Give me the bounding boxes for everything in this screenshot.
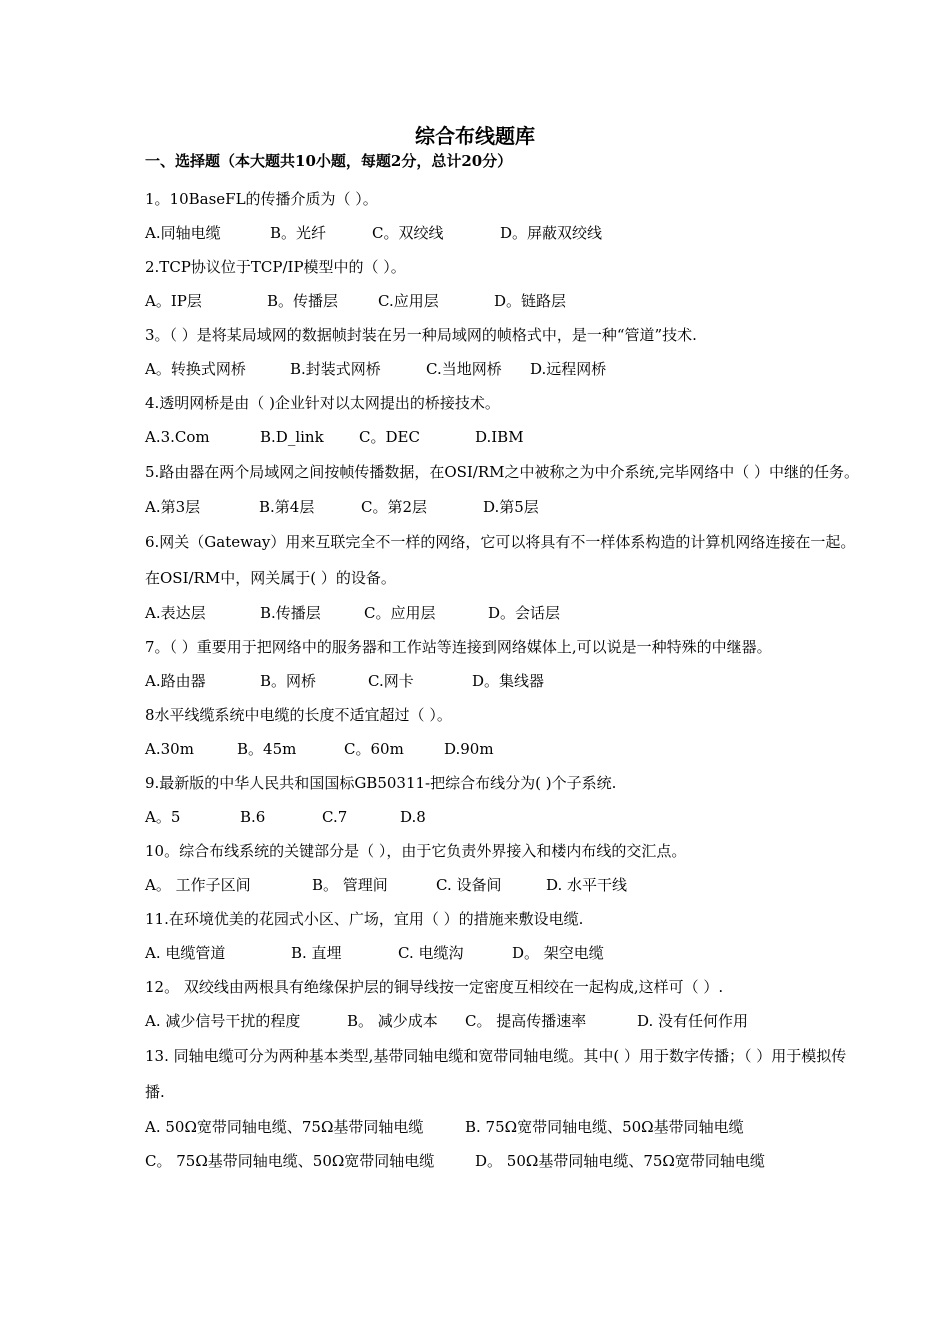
option: B.封装式网桥 [290,360,381,378]
option: B. 75Ω宽带同轴电缆、50Ω基带同轴电缆 [465,1118,744,1136]
option: D. 没有任何作用 [637,1012,749,1030]
question-text: 11.在环境优美的花园式小区、广场，宜用（ ）的措施来敷设电缆. [145,910,584,928]
option: C。 75Ω基带同轴电缆、50Ω宽带同轴电缆 [145,1152,435,1170]
option-row [145,1110,865,1144]
option: C。应用层 [364,604,436,622]
option-row [145,1144,865,1178]
option: A.表达层 [145,604,206,622]
option: A. 电缆管道 [145,944,226,962]
option: D. 水平干线 [546,876,628,894]
question-text: 2.TCP协议位于TCP/IP模型中的（ ）。 [145,258,406,276]
option: B。 管理间 [312,876,388,894]
option-row [145,352,865,386]
option: D.第5层 [483,498,539,516]
option: C。第2层 [361,498,428,516]
option: B。网桥 [260,672,317,690]
option-row [145,664,865,698]
option: D。 50Ω基带同轴电缆、75Ω宽带同轴电缆 [475,1152,765,1170]
option: A. 50Ω宽带同轴电缆、75Ω基带同轴电缆 [145,1118,424,1136]
option: C.网卡 [368,672,414,690]
option: D.8 [400,808,426,826]
option-row [145,1004,865,1038]
question-text: 9.最新版的中华人民共和国国标GB50311-把综合布线分为( )个子系统. [145,774,617,792]
option: C. 设备间 [436,876,502,894]
option: D。屏蔽双绞线 [500,224,603,242]
option-row [145,420,865,454]
option: C.7 [322,808,348,826]
option: C。 提高传播速率 [465,1012,587,1030]
option: B.D_link [260,428,324,446]
option: D.IBM [475,428,524,446]
option: D。 架空电缆 [512,944,604,962]
option-row [145,216,865,250]
option: B. 直埋 [291,944,342,962]
question-text: 13. 同轴电缆可分为两种基本类型,基带同轴电缆和宽带同轴电缆。其中( ）用于数字传播；（ ）用于模拟传播. [145,1047,847,1101]
question-text: 3。（ ）是将某局域网的数据帧封装在另一种局域网的帧格式中，是一种“管道”技术. [145,326,697,344]
section-heading: 一、选择题（本大题共10小题，每题2分，总计20分） [145,152,513,170]
option: C。DEC [359,428,420,446]
option: A。转换式网桥 [145,360,246,378]
option: C。双绞线 [372,224,444,242]
option: A.3.Com [145,428,210,446]
option: B。传播层 [267,292,339,310]
option: D。集线器 [472,672,545,690]
question-text: 8水平线缆系统中电缆的长度不适宜超过（ ）。 [145,706,452,724]
option: A.30m [145,740,194,758]
question-text: 6.网关（Gateway）用来互联完全不一样的网络，它可以将具有不一样体系构造的计算机网络连接在一起。在OSI/RM中，网关属于( ）的设备。 [145,533,856,587]
option-row [145,936,865,970]
option: D。链路层 [494,292,567,310]
option-row [145,284,865,318]
option: B。光纤 [270,224,327,242]
option: C. 电缆沟 [398,944,464,962]
option-row [145,800,865,834]
option: C.当地网桥 [426,360,502,378]
option: A.同轴电缆 [145,224,221,242]
question-text: 12。 双绞线由两根具有绝缘保护层的铜导线按一定密度互相绞在一起构成,这样可（ ）. [145,978,724,996]
option: B.传播层 [260,604,321,622]
option: B。 减少成本 [347,1012,438,1030]
option: B.第4层 [259,498,315,516]
option-row [145,732,865,766]
option: B.6 [240,808,266,826]
option: A.路由器 [145,672,206,690]
option: D.90m [444,740,494,758]
option-row [145,490,865,524]
question-text: 1。10BaseFL的传播介质为（ ）。 [145,190,378,208]
question-text: 4.透明网桥是由（ )企业针对以太网提出的桥接技术。 [145,394,500,412]
question-text: 5.路由器在两个局域网之间按帧传播数据，在OSI/RM之中被称之为中介系统,完毕网络中（ ）中继的任务。 [145,463,860,481]
question-text: 10。综合布线系统的关键部分是（ ），由于它负责外界接入和楼内布线的交汇点。 [145,842,687,860]
option: A。IP层 [145,292,202,310]
option: A.第3层 [145,498,201,516]
option: A。 工作子区间 [145,876,251,894]
question-text: 7。（ ）重要用于把网络中的服务器和工作站等连接到网络媒体上,可以说是一种特殊的中继器。 [145,638,772,656]
option: A. 减少信号干扰的程度 [145,1012,301,1030]
option: C。60m [344,740,404,758]
option: C.应用层 [378,292,439,310]
option-row [145,596,865,630]
option: A。5 [145,808,181,826]
question-list [145,182,865,1178]
option: D。会话层 [488,604,561,622]
option: D.远程网桥 [530,360,607,378]
option-row [145,868,865,902]
page-title: 综合布线题库 [415,124,535,148]
option: B。45m [237,740,297,758]
